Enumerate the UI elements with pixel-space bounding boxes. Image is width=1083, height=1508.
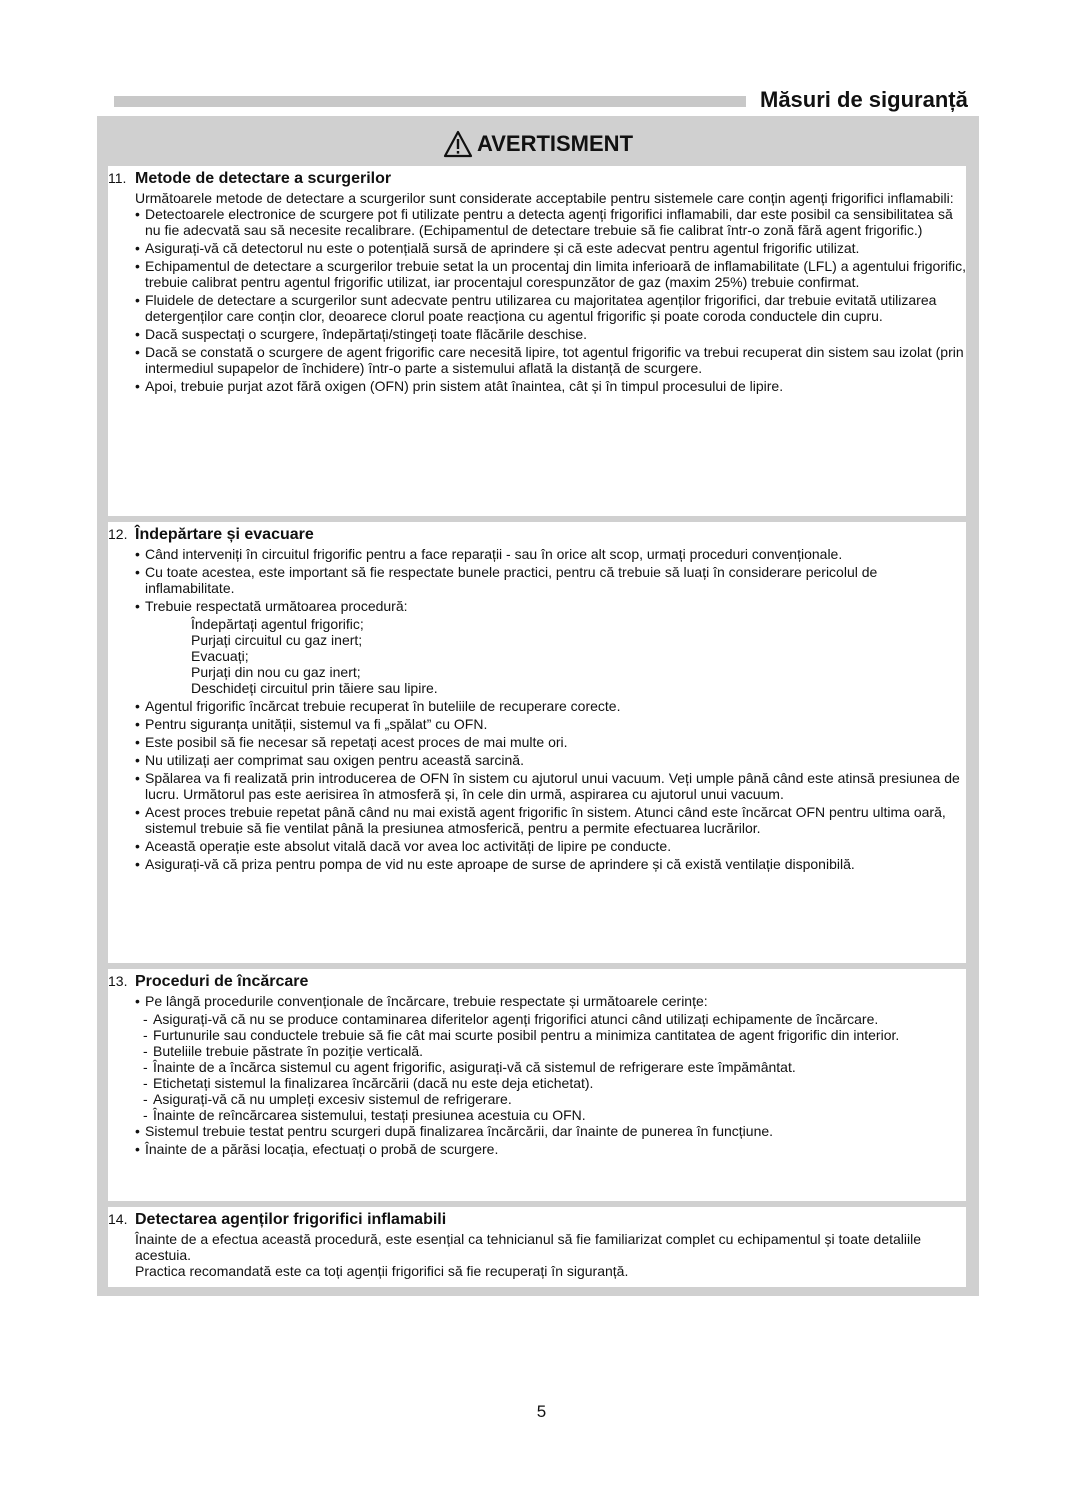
section-paragraph: Înainte de a efectua această procedură, este esențial ca tehnicianul să fie familiarizat complet cu echipamentul și toate detaliile acestuia. bbox=[135, 1231, 922, 1263]
warning-triangle-icon bbox=[443, 130, 473, 158]
list-item: • Agentul frigorific încărcat trebuie recuperat în buteliile de recuperare corecte. bbox=[135, 698, 621, 714]
dash-list bbox=[108, 1011, 966, 1123]
list-item: • Dacă se constată o scurgere de agent frigorific care necesită lipire, tot agentul frigorific va trebui recuperat din sistem sau izolat (prin intermediul supapelor de închidere) într-o parte a sistemului aflată la distanță de scurgere. bbox=[135, 344, 964, 376]
list-item: • Când interveniți în circuitul frigorific pentru a face reparații - sau în orice alt scop, urmați proceduri convenționale. bbox=[135, 546, 843, 562]
list-item: • Această operație este absolut vitală dacă vor avea loc activități de lipire pe conducte. bbox=[135, 838, 672, 854]
list-item: • Apoi, trebuie purjat azot fără oxigen (OFN) prin sistem atât înaintea, cât și în timpul procesului de lipire. bbox=[135, 378, 784, 394]
list-item: • Cu toate acestea, este important să fie respectate bunele practici, pentru că trebuie să luați în considerare pericolul de inflamabilitate. bbox=[135, 564, 878, 596]
bullet-list bbox=[108, 698, 966, 872]
list-item: - Etichetați sistemul la finalizarea încărcării (dacă nu este deja etichetat). bbox=[143, 1075, 594, 1091]
section-number: 12. bbox=[108, 526, 128, 542]
section-number: 13. bbox=[108, 973, 128, 989]
bullet-list bbox=[108, 993, 966, 1009]
list-item: • Asigurați-vă că priza pentru pompa de vid nu este aproape de surse de aprindere și că există ventilație disponibilă. bbox=[135, 856, 855, 872]
list-item: • Detectoarele electronice de scurgere pot fi utilizate pentru a detecta agenți frigorifici inflamabili, dar este posibil ca sensibilitatea să nu fie adecvată sau să necesite recalibrare. (Echipamentul de detectare trebuie să fie calibrat într-o zonă fără agent frigorific.) bbox=[135, 206, 953, 238]
list-item: • Asigurați-vă că detectorul nu este o potențială sursă de aprindere și că este adecvat pentru agentul frigorific utilizat. bbox=[135, 240, 860, 256]
procedure-step: Purjați circuitul cu gaz inert; bbox=[191, 632, 363, 648]
procedure-step: Deschideți circuitul prin tăiere sau lipire. bbox=[191, 680, 438, 696]
list-item: • Este posibil să fie necesar să repetați acest proces de mai multe ori. bbox=[135, 734, 568, 750]
list-item: • Înainte de a părăsi locația, efectuați o probă de scurgere. bbox=[135, 1141, 499, 1157]
list-item: - Asigurați-vă că nu se produce contaminarea diferitelor agenți frigorifici atunci când utilizați echipamente de încărcare. bbox=[143, 1011, 879, 1027]
section-title: Detectarea agenților frigorifici inflamabili bbox=[135, 1211, 447, 1228]
list-item: • Pentru siguranța unității, sistemul va fi „spălat” cu OFN. bbox=[135, 716, 488, 732]
bullet-list bbox=[108, 206, 966, 394]
procedure-steps bbox=[191, 616, 966, 696]
list-item: • Dacă suspectați o scurgere, îndepărtați/stingeți toate flăcările deschise. bbox=[135, 326, 588, 342]
page-number: 5 bbox=[536, 1402, 547, 1421]
warning-panel bbox=[97, 116, 979, 1296]
page-title: Măsuri de siguranță bbox=[760, 87, 968, 112]
procedure-step: Purjați din nou cu gaz inert; bbox=[191, 664, 361, 680]
list-item: - Buteliile trebuie păstrate în poziție verticală. bbox=[143, 1043, 424, 1059]
section-13 bbox=[108, 969, 966, 1201]
list-item: • Trebuie respectată următoarea procedură: bbox=[135, 598, 408, 614]
header-rule bbox=[114, 96, 746, 107]
list-item: • Spălarea va fi realizată prin introducerea de OFN în sistem cu ajutorul unui vacuum. Veți umple până când este atinsă presiunea de lucru. Următorul pas este aerisirea în atmosferă și, în cele din urmă, aspirarea cu ajutorul unui vacuum. bbox=[135, 770, 960, 802]
section-14 bbox=[108, 1207, 966, 1287]
section-number: 11. bbox=[108, 170, 127, 186]
list-item: • Fluidele de detectare a scurgerilor sunt adecvate pentru utilizarea cu majoritatea agenților frigorifici, dar trebuie evitată utilizarea detergenților care conțin clor, deoarece clorul poate reacționa cu agentul frigorific și poate coroda conductele din cupru. bbox=[135, 292, 937, 324]
bullet-list bbox=[108, 1123, 966, 1157]
list-item: - Furtunurile sau conductele trebuie să fie cât mai scurte posibil pentru a minimiza cantitatea de agent frigorific din interior. bbox=[143, 1027, 900, 1043]
warning-heading bbox=[97, 124, 979, 164]
list-item: - Înainte de reîncărcarea sistemului, testați presiunea acestuia cu OFN. bbox=[143, 1107, 586, 1123]
list-item: • Pe lângă procedurile convenționale de încărcare, trebuie respectate și următoarele cerințe: bbox=[135, 993, 708, 1009]
section-number: 14. bbox=[108, 1211, 128, 1227]
section-intro: Următoarele metode de detectare a scurgerilor sunt considerate acceptabile pentru sistemele care conțin agenți frigorifici inflamabili: bbox=[135, 190, 954, 206]
section-title: Proceduri de încărcare bbox=[135, 973, 309, 990]
warning-title: AVERTISMENT bbox=[476, 131, 634, 156]
list-item: • Echipamentul de detectare a scurgerilor trebuie setat la un procentaj din limita inferioară de inflamabilitate (LFL) a agentului frigorific, trebuie calibrat pentru agentul frigorific utilizat, iar procentajul corespunzător de gaz (maxim 25%) trebuie confirmat. bbox=[135, 258, 966, 290]
procedure-step: Evacuați; bbox=[191, 648, 249, 664]
bullet-list bbox=[108, 546, 966, 614]
section-11 bbox=[108, 166, 966, 516]
section-12 bbox=[108, 522, 966, 963]
section-title: Metode de detectare a scurgerilor bbox=[135, 170, 392, 187]
section-title: Îndepărtare și evacuare bbox=[135, 526, 314, 543]
list-item: • Sistemul trebuie testat pentru scurgeri după finalizarea încărcării, dar înainte de punerea în funcțiune. bbox=[135, 1123, 774, 1139]
list-item: • Acest proces trebuie repetat până când nu mai există agent frigorific în sistem. Atunci când este încărcat OFN pentru ultima oară, sistemul trebuie să fie ventilat până la presiunea atmosferică, pentru a permite efectuarea lucrărilor. bbox=[135, 804, 946, 836]
procedure-step: Îndepărtați agentul frigorific; bbox=[191, 616, 364, 632]
section-paragraph: Practica recomandată este ca toți agenții frigorifici să fie recuperați în siguranță. bbox=[135, 1263, 629, 1279]
list-item: - Înainte de a încărca sistemul cu agent frigorific, asigurați-vă că sistemul de refrigerare este împământat. bbox=[143, 1059, 796, 1075]
list-item: - Asigurați-vă că nu umpleți excesiv sistemul de refrigerare. bbox=[143, 1091, 512, 1107]
list-item: • Nu utilizați aer comprimat sau oxigen pentru această sarcină. bbox=[135, 752, 524, 768]
